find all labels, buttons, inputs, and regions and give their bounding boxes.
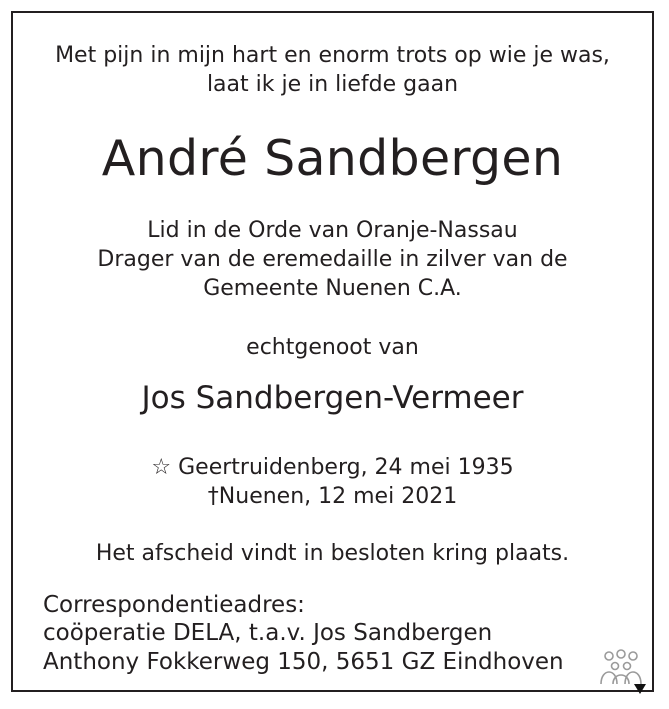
deceased-name: André Sandbergen [101, 130, 564, 187]
intro-line-2: laat ik je in liefde gaan [206, 72, 459, 97]
spouse-name: Jos Sandbergen-Vermeer [141, 380, 524, 416]
correspondence-line-2: Anthony Fokkerweg 150, 5651 GZ Eindhoven [43, 649, 564, 675]
star-icon: ☆ [151, 455, 172, 480]
triangle-down-icon [634, 684, 646, 694]
birth-line [13, 453, 652, 482]
intro-line-1: Met pijn in mijn hart en enorm trots op wie je was, [55, 43, 610, 68]
honor-line-2: Drager van de eremedaille in zilver van de [97, 247, 568, 272]
death-text: Nuenen, 12 mei 2021 [218, 484, 458, 509]
honor-line-1: Lid in de Orde van Oranje-Nassau [147, 218, 518, 243]
farewell-text: Het afscheid vindt in besloten kring plaats. [95, 541, 570, 566]
correspondence-heading: Correspondentieadres: [43, 592, 305, 618]
birth-text: Geertruidenberg, 24 mei 1935 [178, 455, 514, 480]
cross-icon: † [207, 484, 219, 509]
people-group-icon [598, 648, 644, 686]
obituary-card [11, 11, 654, 692]
relation-label: echtgenoot van [246, 335, 419, 360]
honor-line-3: Gemeente Nuenen C.A. [203, 276, 462, 301]
death-line [13, 482, 652, 511]
correspondence-line-1: coöperatie DELA, t.a.v. Jos Sandbergen [43, 620, 493, 646]
